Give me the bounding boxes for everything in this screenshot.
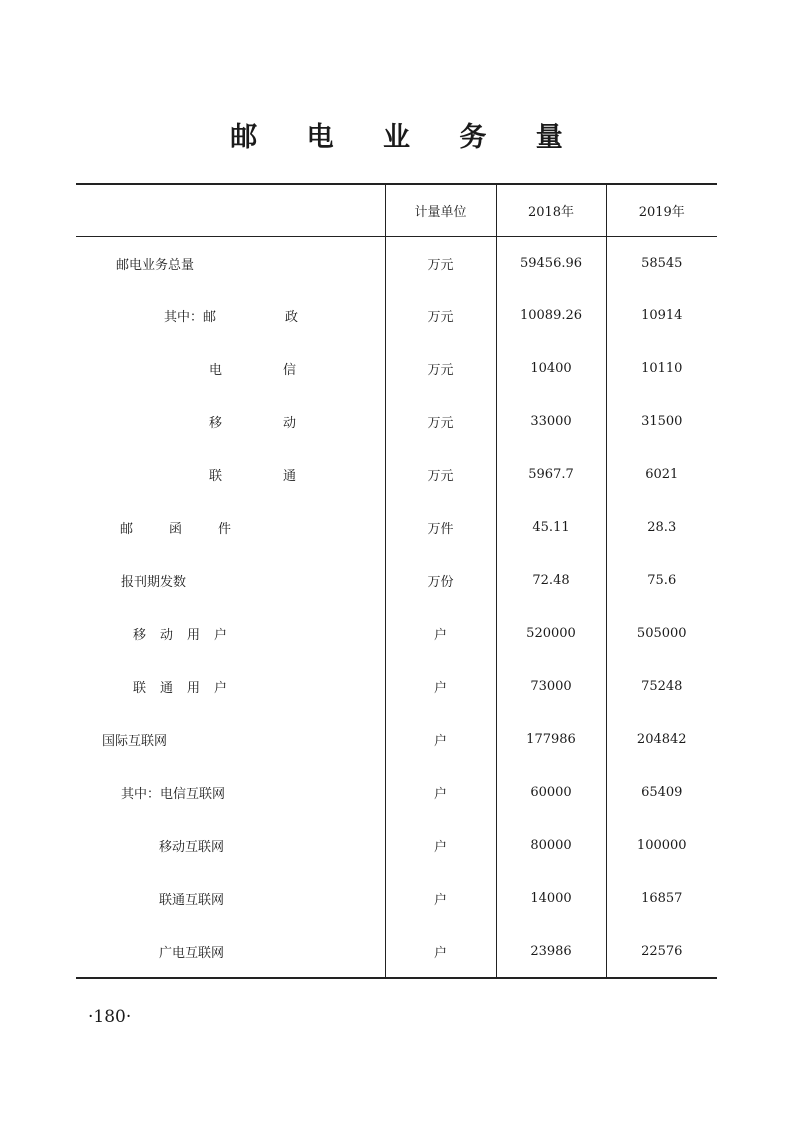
row-label: 其中：电信互联网 <box>121 787 226 802</box>
row-label: 电 信 <box>209 363 297 378</box>
row-value-2019: 100000 <box>606 819 717 872</box>
row-value-2018: 10089.26 <box>496 289 606 342</box>
row-unit: 万元 <box>385 448 496 501</box>
row-value-2019: 10914 <box>606 289 717 342</box>
row-label: 邮函件 <box>120 522 268 537</box>
row-value-2018: 33000 <box>496 395 606 448</box>
row-unit: 万元 <box>385 395 496 448</box>
header-year-2018: 2018年 <box>496 184 606 236</box>
row-value-2019: 10110 <box>606 342 717 395</box>
row-value-2019: 6021 <box>606 448 717 501</box>
table-row <box>76 448 717 501</box>
header-item <box>76 184 385 236</box>
row-unit: 户 <box>385 713 496 766</box>
row-label: 移动互联网 <box>159 840 225 855</box>
row-label: 国际互联网 <box>102 734 168 749</box>
row-label: 报刊期发数 <box>121 575 187 590</box>
row-label: 移 动 <box>209 416 297 431</box>
table-row <box>76 819 717 872</box>
row-value-2018: 520000 <box>496 607 606 660</box>
row-unit: 万元 <box>385 236 496 289</box>
row-unit: 户 <box>385 819 496 872</box>
row-label: 移动用户 <box>133 628 242 643</box>
table-row <box>76 554 717 607</box>
row-unit: 户 <box>385 872 496 925</box>
row-value-2019: 22576 <box>606 925 717 978</box>
row-value-2018: 80000 <box>496 819 606 872</box>
table-row <box>76 607 717 660</box>
row-value-2018: 14000 <box>496 872 606 925</box>
row-value-2019: 204842 <box>606 713 717 766</box>
table-row <box>76 925 717 978</box>
table-row <box>76 342 717 395</box>
row-label: 联通用户 <box>133 681 242 696</box>
row-value-2018: 72.48 <box>496 554 606 607</box>
table-row <box>76 395 717 448</box>
row-unit: 户 <box>385 766 496 819</box>
row-value-2018: 73000 <box>496 660 606 713</box>
row-label: 联 通 <box>209 469 297 484</box>
row-value-2019: 65409 <box>606 766 717 819</box>
row-value-2019: 31500 <box>606 395 717 448</box>
row-value-2019: 75248 <box>606 660 717 713</box>
row-label: 其中：邮 政 <box>164 310 299 325</box>
row-value-2018: 59456.96 <box>496 236 606 289</box>
page-title: 邮 电 业 务 量 <box>230 122 583 153</box>
row-unit: 万元 <box>385 289 496 342</box>
table-row <box>76 713 717 766</box>
header-unit: 计量单位 <box>385 184 496 236</box>
table-row <box>76 289 717 342</box>
row-value-2018: 10400 <box>496 342 606 395</box>
row-value-2018: 23986 <box>496 925 606 978</box>
table-row <box>76 501 717 554</box>
table-row <box>76 660 717 713</box>
row-unit: 万元 <box>385 342 496 395</box>
row-unit: 万份 <box>385 554 496 607</box>
postal-telecom-table <box>76 183 717 979</box>
row-value-2018: 45.11 <box>496 501 606 554</box>
row-unit: 户 <box>385 925 496 978</box>
table-row <box>76 766 717 819</box>
row-label: 联通互联网 <box>159 893 225 908</box>
row-unit: 万件 <box>385 501 496 554</box>
row-value-2018: 5967.7 <box>496 448 606 501</box>
table-header-row <box>76 184 717 236</box>
row-value-2018: 60000 <box>496 766 606 819</box>
row-value-2018: 177986 <box>496 713 606 766</box>
row-label: 邮电业务总量 <box>116 258 195 274</box>
table-row <box>76 872 717 925</box>
row-unit: 户 <box>385 607 496 660</box>
header-year-2019: 2019年 <box>606 184 717 236</box>
table-row <box>76 236 717 289</box>
row-value-2019: 16857 <box>606 872 717 925</box>
page-number: ·180· <box>88 1007 132 1027</box>
row-value-2019: 28.3 <box>606 501 717 554</box>
row-unit: 户 <box>385 660 496 713</box>
row-value-2019: 505000 <box>606 607 717 660</box>
row-label: 广电互联网 <box>159 945 225 961</box>
row-value-2019: 58545 <box>606 236 717 289</box>
row-value-2019: 75.6 <box>606 554 717 607</box>
